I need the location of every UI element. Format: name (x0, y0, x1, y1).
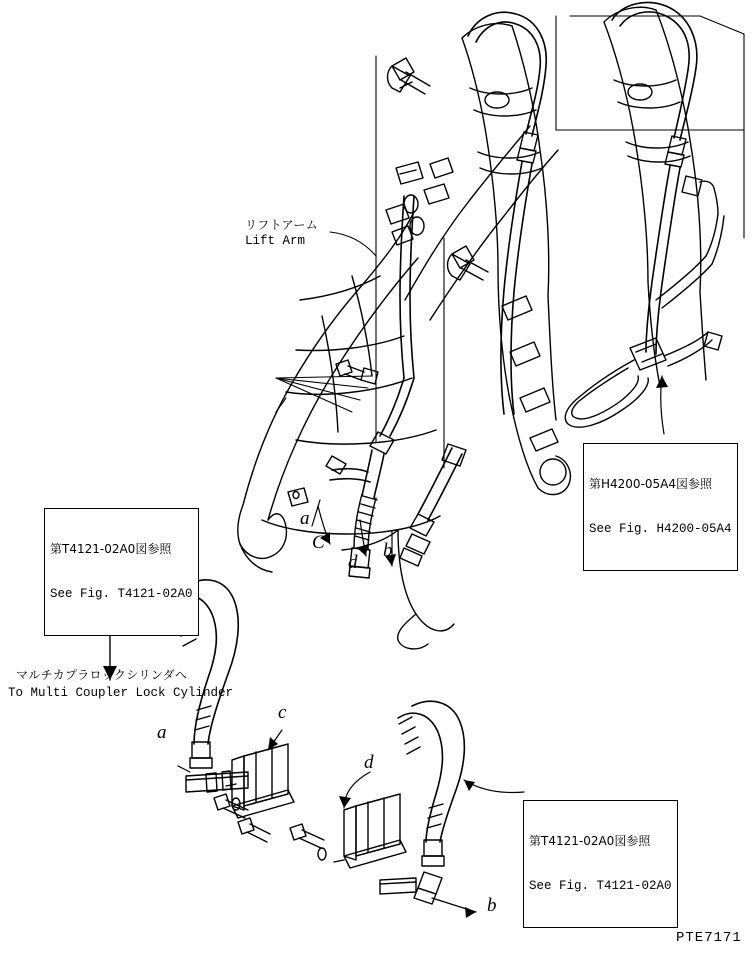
note-h4200-05a4-en: See Fig. H4200-05A4 (589, 522, 732, 536)
note-t4121-02a0-upper-jp: 第T4121-02A0図参照 (50, 542, 172, 556)
note-t4121-02a0-lower-jp: 第T4121-02A0図参照 (529, 834, 651, 848)
note-t4121-02a0-lower-en: See Fig. T4121-02A0 (529, 879, 672, 893)
callout-d-lower: d (364, 752, 374, 773)
label-multi-coupler-en: To Multi Coupler Lock Cylinder (8, 686, 234, 700)
note-t4121-02a0-lower (523, 800, 678, 928)
note-t4121-02a0-upper-en: See Fig. T4121-02A0 (50, 587, 193, 601)
note-h4200-05a4-jp: 第H4200-05A4図参照 (589, 477, 713, 491)
label-lift-arm-en: Lift Arm (245, 234, 306, 248)
label-lift-arm-jp: リフトアーム (245, 218, 319, 232)
callout-a-upper: a (300, 508, 310, 529)
part-number: PTE7171 (676, 930, 742, 946)
note-t4121-02a0-upper (44, 508, 199, 636)
callout-b-lower: b (487, 895, 497, 916)
callout-d-upper: d (348, 552, 358, 573)
note-h4200-05a4 (583, 443, 738, 571)
callout-c-lower: c (278, 702, 287, 723)
callout-c-upper: C (312, 532, 325, 553)
label-multi-coupler-jp: マルチカプラロックシリンダへ (16, 668, 188, 682)
callout-b-upper: b (383, 540, 393, 561)
callout-a-lower: a (157, 722, 167, 743)
